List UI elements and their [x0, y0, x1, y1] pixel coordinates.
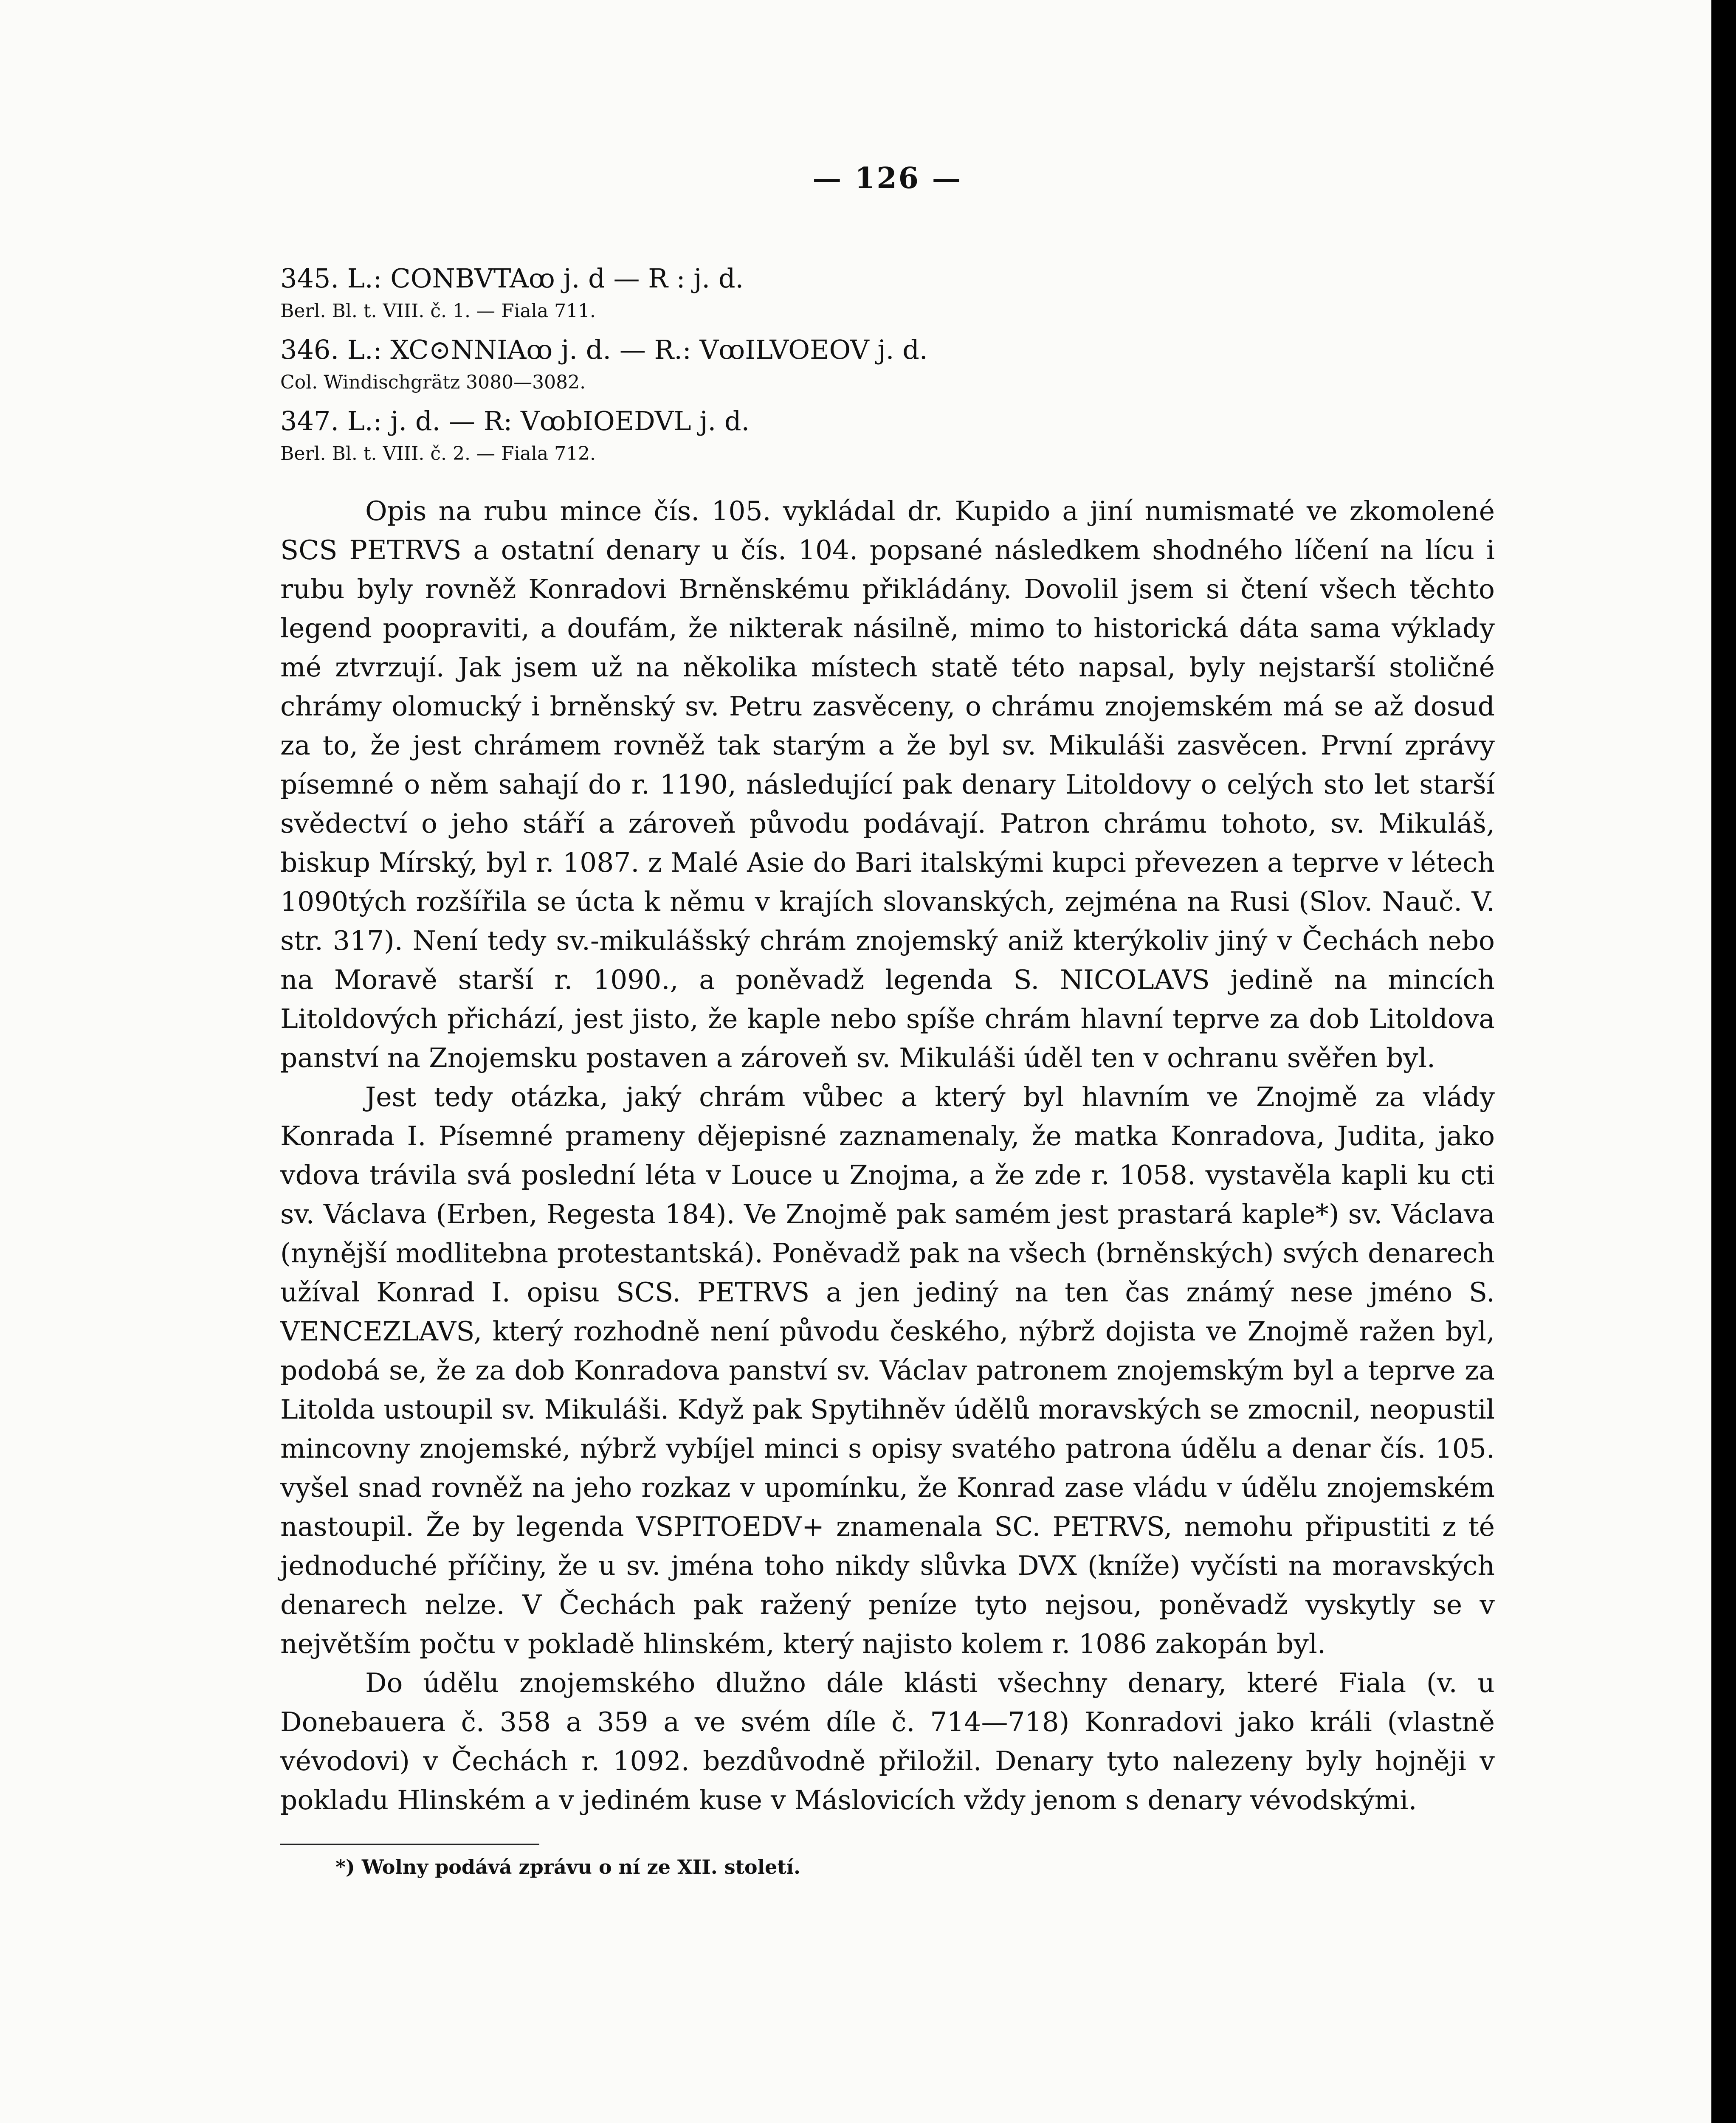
page-number: — 126 — — [812, 161, 963, 195]
catalog-entry-345 — [280, 259, 1495, 324]
body-paragraph: Opis na rubu mince čís. 105. vykládal dr. Kupido a jiní numismaté ve zkomolené SCS PETRVS a ostatní denary u čís. 104. popsané následkem shodného líčení na lícu i rubu byly rovněž Konradovi Brněnskému přikládány. Dovolil jsem si čtení všech těchto legend poopraviti, a doufám, že nikterak násilně, mimo to historická dáta sama výklady mé ztvrzují. Jak jsem už na několika místech statě této napsal, byly nejstarší stoličné chrámy olomucký i brněnský sv. Petru zasvěceny, o chrámu znojemském má se až dosud za to, že jest chrámem rovněž tak starým a že byl sv. Mikuláši zasvěcen. První zprávy písemné o něm sahají do r. 1190, následující pak denary Litoldovy o celých sto let starší svědectví o jeho stáří a zároveň původu podávají. Patron chrámu tohoto, sv. Mikuláš, biskup Mírský, byl r. 1087. z Malé Asie do Bari italskými kupci převezen a teprve v létech 1090tých rozšířila se úcta k němu v krajích slovanských, zejména na Rusi (Slov. Nauč. V. str. 317). Není tedy sv.-mikulášský chrám znojemský aniž kterýkoliv jiný v Čechách nebo na Moravě starší r. 1090., a poněvadž legenda S. NICOLAVS jedině na mincích Litoldových přichází, jest jisto, že kaple nebo spíše chrám hlavní teprve za dob Litoldova panství na Znojemsku postaven a zároveň sv. Mikuláši úděl ten v ochranu svěřen byl. — [280, 496, 1495, 1073]
body-paragraph: Jest tedy otázka, jaký chrám vůbec a který byl hlavním ve Znojmě za vlády Konrada I. Písemné prameny dějepisné zaznamenaly, že matka Konradova, Judita, jako vdova trávila svá poslední léta v Louce u Znojma, a že zde r. 1058. vystavěla kapli ku cti sv. Václava (Erben, Regesta 184). Ve Znojmě pak samém jest prastará kaple*) sv. Václava (nynější modlitebna protestantská). Poněvadž pak na všech (brněnských) svých denarech užíval Konrad I. opisu SCS. PETRVS a jen jediný na ten čas známý nese jméno S. VENCEZLAVS, který rozhodně není původu českého, nýbrž dojista ve Znojmě ražen byl, podobá se, že za dob Konradova panství sv. Václav patronem znojemským byl a teprve za Litolda ustoupil sv. Mikuláši. Když pak Spytihněv údělů moravských se zmocnil, neopustil mincovny znojemské, nýbrž vybíjel minci s opisy svatého patrona údělu a denar čís. 105. vyšel snad rovněž na jeho rozkaz v upomínku, že Konrad zase vládu v údělu znojemském nastoupil. Že by legenda VSPITOEDV+ znamenala SC. PETRVS, nemohu připustiti z té jednoduché příčiny, že u sv. jména toho nikdy slůvka DVX (kníže) vyčísti na moravských denarech nelze. V Čechách pak ražený peníze tyto nejsou, poněvadž vyskytly se v největším počtu v pokladě hlinském, který najisto kolem r. 1086 zakopán byl. — [280, 1081, 1495, 1659]
footnote: *) Wolny podává zprávu o ní ze XII. století. — [335, 1856, 801, 1878]
entry-reference: Berl. Bl. t. VIII. č. 2. — Fiala 712. — [280, 443, 596, 465]
entry-heading: 346. L.: XC⊙NNIAꝏ j. d. — R.: VꝏILVOEOV j. d. — [280, 334, 928, 365]
entry-heading: 347. L.: j. d. — R: VꝏbIOEDVL j. d. — [280, 405, 750, 436]
entry-reference: Berl. Bl. t. VIII. č. 1. — Fiala 711. — [280, 300, 596, 322]
entry-heading: 345. L.: CONBVTAꝏ j. d — R : j. d. — [280, 263, 744, 294]
catalog-entry-347 — [280, 402, 1495, 467]
entry-reference: Col. Windischgrätz 3080—3082. — [280, 372, 586, 393]
catalog-entry-346 — [280, 330, 1495, 396]
footnote-divider — [280, 1844, 539, 1845]
page-content — [280, 161, 1495, 1881]
body-paragraph: Do údělu znojemského dlužno dále klásti všechny denary, které Fiala (v. u Donebauera č. 358 a 359 a ve svém díle č. 714—718) Konradovi jako králi (vlastně vévodovi) v Čechách r. 1092. bezdůvodně přiložil. Denary tyto nalezeny byly hojněji v pokladu Hlinském a v jediném kuse v Máslovicích vždy jenom s denary vévodskými. — [280, 1667, 1495, 1816]
